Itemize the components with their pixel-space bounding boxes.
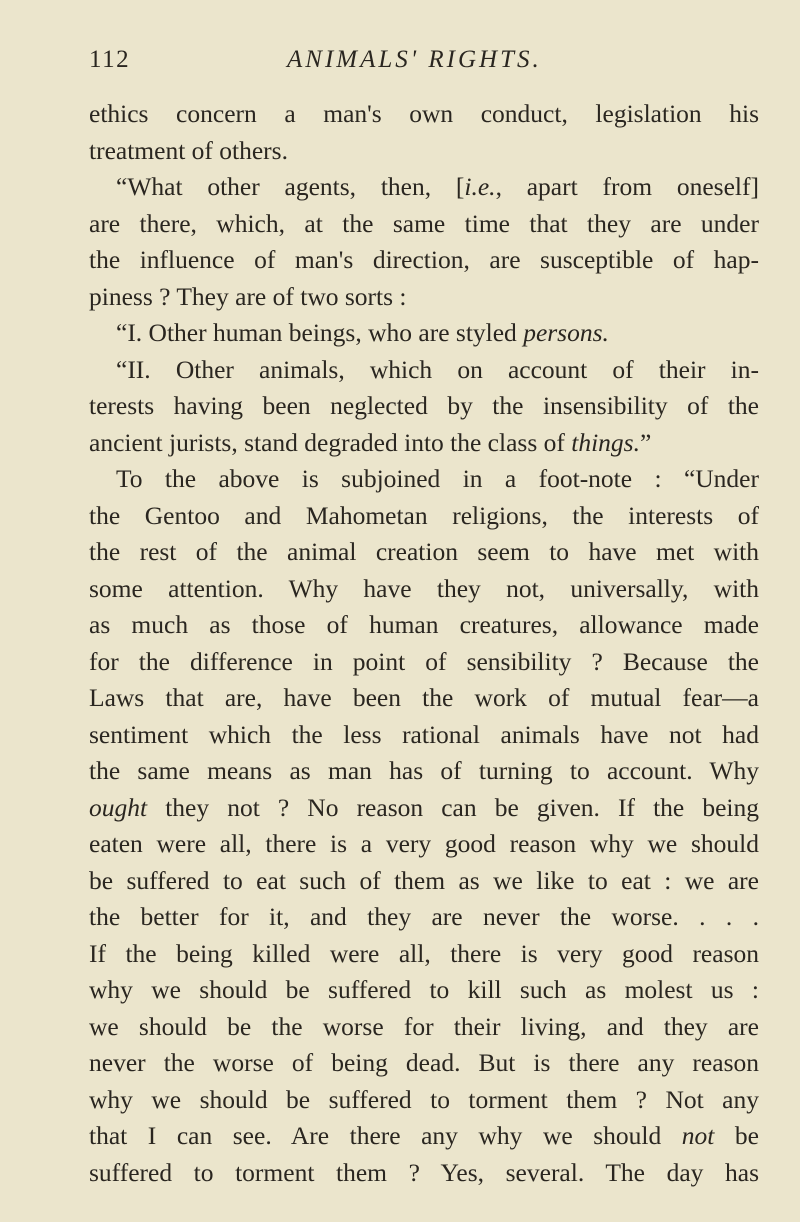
text-segment: terests having been neglected by the insensibility of the xyxy=(89,391,759,420)
text-line xyxy=(89,753,759,790)
text-line xyxy=(89,1155,759,1192)
text-segment: If the being killed were all, there is very good reason xyxy=(89,938,759,968)
text-line xyxy=(89,680,759,717)
text-segment: the influence of man's direction, are susceptible of hap- xyxy=(89,245,759,274)
text-line xyxy=(89,461,759,498)
text-line xyxy=(89,315,759,352)
text-segment: for the difference in point of sensibility ? Because the xyxy=(89,646,759,676)
text-line xyxy=(89,352,759,389)
text-line xyxy=(89,169,759,206)
text-segment: “I. Other human beings, who are styled xyxy=(116,318,524,347)
text-segment: never the worse of being dead. But is there any reason xyxy=(89,1048,759,1077)
text-segment: the better for it, and they are never the worse. . . . xyxy=(89,902,759,931)
text-line xyxy=(89,972,759,1009)
text-segment: To the above is subjoined in a foot-note : “Under xyxy=(116,464,759,493)
text-segment: the rest of the animal creation seem to have met with xyxy=(89,537,759,566)
text-line xyxy=(89,607,759,644)
text-segment: “II. Other animals, which on account of their in- xyxy=(116,354,759,384)
text-line xyxy=(89,790,759,827)
text-segment: are there, which, at the same time that they are under xyxy=(89,208,759,238)
text-segment: that I can see. Are there any why we should xyxy=(89,1121,682,1150)
text-line xyxy=(89,1082,759,1119)
text-segment: “What other agents, then, [ xyxy=(116,172,465,201)
text-line xyxy=(89,826,759,863)
running-header xyxy=(89,46,759,86)
italic-text: i.e. xyxy=(464,172,496,201)
text-line xyxy=(89,1045,759,1082)
book-page xyxy=(89,46,759,1191)
text-line xyxy=(89,571,759,608)
text-line xyxy=(89,899,759,936)
text-segment: , apart from oneself] xyxy=(495,172,759,201)
text-segment: the same means as man has of turning to account. Why xyxy=(89,756,759,785)
text-segment: some attention. Why have they not, universally, with xyxy=(89,573,759,603)
text-segment: ancient jurists, stand degraded into the class of xyxy=(89,427,572,457)
text-segment: treatment of others. xyxy=(89,135,288,165)
text-line xyxy=(89,534,759,571)
text-line xyxy=(89,863,759,900)
text-segment: Laws that are, have been the work of mutual fear—a xyxy=(89,683,759,712)
text-segment: be suffered to eat such of them as we like to eat : we are xyxy=(89,865,759,895)
text-segment: the Gentoo and Mahometan religions, the interests of xyxy=(89,500,759,530)
text-line xyxy=(89,936,759,973)
text-line xyxy=(89,279,759,316)
text-line xyxy=(89,206,759,243)
italic-text: things. xyxy=(571,427,640,457)
text-line xyxy=(89,1118,759,1155)
running-title: ANIMALS' RIGHTS. xyxy=(287,46,542,73)
text-segment: why we should be suffered to torment them ? Not any xyxy=(89,1084,759,1114)
text-line xyxy=(89,644,759,681)
italic-text: persons. xyxy=(523,318,609,347)
text-segment: ” xyxy=(639,427,652,457)
text-segment: ethics concern a man's own conduct, legislation his xyxy=(89,99,759,128)
text-segment: be xyxy=(714,1121,759,1150)
page-number: 112 xyxy=(89,46,131,73)
text-line xyxy=(89,96,759,133)
text-segment: why we should be suffered to kill such as molest us : xyxy=(89,975,759,1004)
text-line xyxy=(89,498,759,535)
text-line xyxy=(89,717,759,754)
text-segment: eaten were all, there is a very good reason why we should xyxy=(89,829,759,858)
text-segment: suffered to torment them ? Yes, several. The day has xyxy=(89,1157,759,1187)
text-segment: we should be the worse for their living, and they are xyxy=(89,1011,759,1041)
body-text xyxy=(89,96,759,1191)
text-segment: sentiment which the less rational animals have not had xyxy=(89,719,759,749)
text-segment: piness ? They are of two sorts : xyxy=(89,281,407,311)
text-line xyxy=(89,133,759,170)
text-line xyxy=(89,388,759,425)
text-line xyxy=(89,1009,759,1046)
italic-text: ought xyxy=(89,792,148,822)
text-line xyxy=(89,242,759,279)
text-segment: they not ? No reason can be given. If the being xyxy=(147,792,759,822)
text-segment: as much as those of human creatures, allowance made xyxy=(89,610,759,639)
text-line xyxy=(89,425,759,462)
italic-text: not xyxy=(681,1121,715,1150)
